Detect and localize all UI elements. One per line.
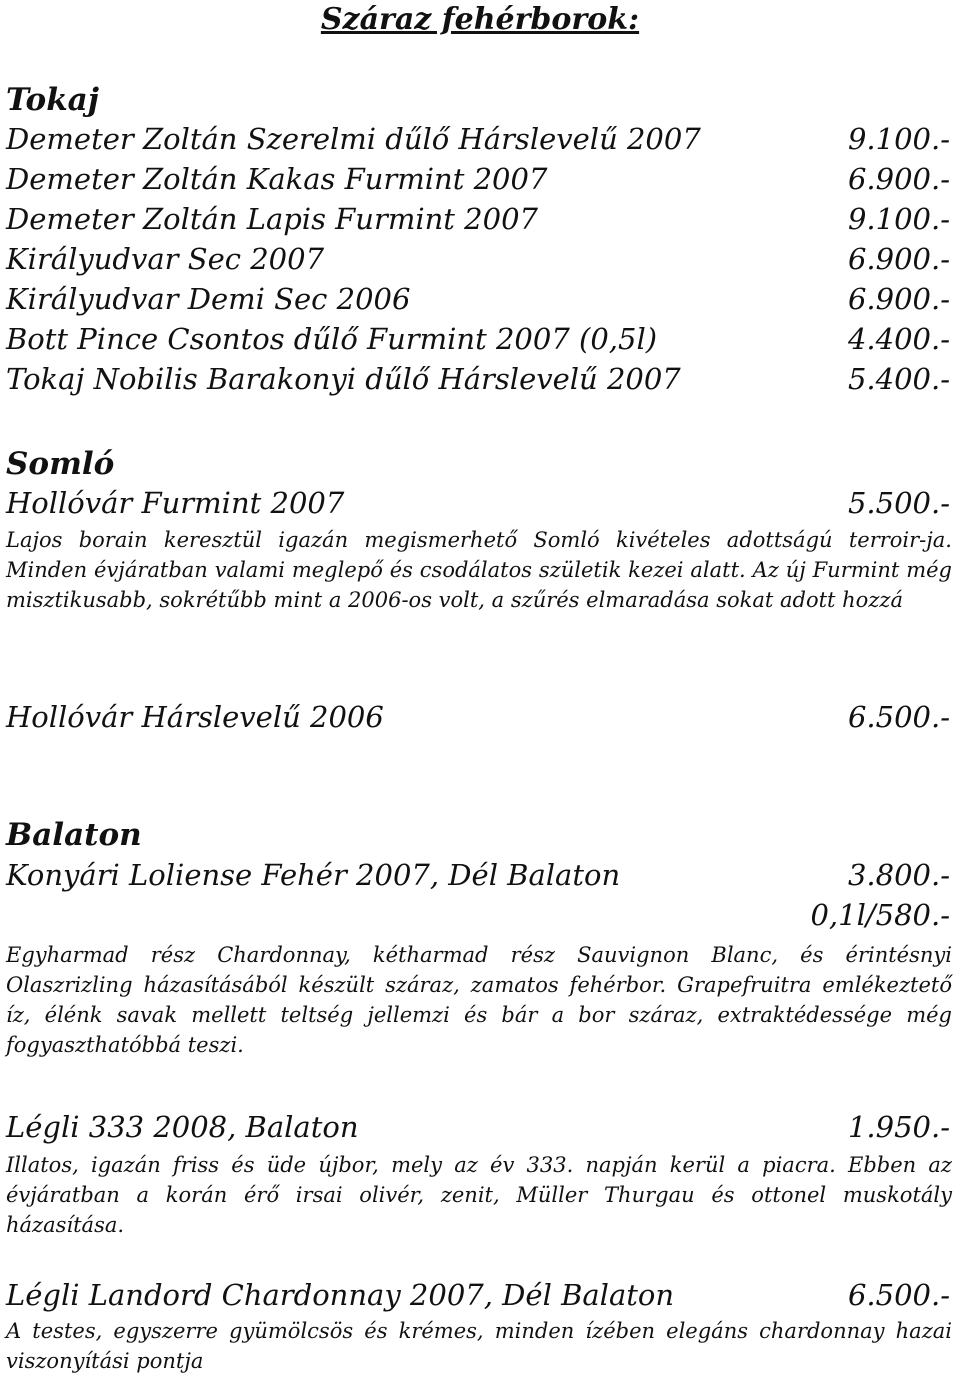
wine-name: Légli Landord Chardonnay 2007, Dél Balaton <box>6 1278 675 1312</box>
wine-name: Királyudvar Sec 2007 <box>6 242 325 276</box>
wine-name: Demeter Zoltán Kakas Furmint 2007 <box>6 162 548 196</box>
page-title: Száraz fehérborok: <box>320 2 640 37</box>
wine-price: 6.500.- <box>847 1278 950 1312</box>
wine-row <box>6 858 950 898</box>
wine-description: Illatos, igazán friss és üde újbor, mely az év 333. napján kerül a piacra. Ebben az évjáratban a korán érő irsai olivér, zenit, Müller Thurgau és ottonel muskotály házasítása. <box>6 1153 952 1237</box>
wine-description: Egyharmad rész Chardonnay, kétharmad rész Sauvignon Blanc, és érintésnyi Olaszrizling házasításából készült száraz, zamatos fehérbor. Grapefruitra emlékeztető íz, élénk savak mellett teltség jellemzi és bár a bor száraz, extraktédessége még fogyaszthatóbbá teszi. <box>6 943 952 1057</box>
wine-price: 6.500.- <box>847 700 950 734</box>
wine-row <box>6 242 950 282</box>
wine-name: Hollóvár Hárslevelű 2006 <box>6 700 384 734</box>
wine-row <box>6 486 950 526</box>
wine-price: 6.900.- <box>847 242 950 276</box>
wine-name: Demeter Zoltán Szerelmi dűlő Hárslevelű 2007 <box>6 122 701 156</box>
wine-row <box>6 322 950 362</box>
wine-row <box>6 202 950 242</box>
wine-name: Légli 333 2008, Balaton <box>6 1110 359 1144</box>
wine-row <box>6 282 950 322</box>
region-heading-balaton: Balaton <box>6 817 142 853</box>
wine-price: 3.800.- <box>847 858 950 892</box>
wine-name: Hollóvár Furmint 2007 <box>6 486 345 520</box>
wine-description: Lajos borain keresztül igazán megismerhető Somló kivételes adottságú terroir-ja. Minden évjáratban valami meglepő és csodálatos születik kezei alatt. Az új Furmint még misztikusabb, sokrétűbb mint a 2006-os volt, a szűrés elmaradása sokat adott hozzá <box>6 528 952 612</box>
wine-name: Demeter Zoltán Lapis Furmint 2007 <box>6 202 538 236</box>
wine-row <box>6 362 950 402</box>
wine-name: Bott Pince Csontos dűlő Furmint 2007 (0,5l) <box>6 322 658 356</box>
region-heading-somlo: Somló <box>6 446 115 482</box>
wine-price: 9.100.- <box>847 122 950 156</box>
wine-row <box>6 1110 950 1150</box>
wine-price: 6.900.- <box>847 282 950 316</box>
wine-row <box>6 162 950 202</box>
wine-row <box>6 1278 950 1318</box>
wine-price: 5.400.- <box>847 362 950 396</box>
wine-price: 9.100.- <box>847 202 950 236</box>
wine-row <box>6 700 950 740</box>
wine-row <box>6 122 950 162</box>
wine-price: 4.400.- <box>847 322 950 356</box>
wine-name: Királyudvar Demi Sec 2006 <box>6 282 411 316</box>
wine-description: A testes, egyszerre gyümölcsös és krémes, minden ízében elegáns chardonnay hazai viszonyítási pontja <box>6 1319 952 1373</box>
region-heading-tokaj: Tokaj <box>6 82 99 118</box>
wine-price-glass: 0,1l/580.- <box>810 898 950 932</box>
wine-price: 6.900.- <box>847 162 950 196</box>
wine-price: 5.500.- <box>847 486 950 520</box>
wine-name: Tokaj Nobilis Barakonyi dűlő Hárslevelű 2007 <box>6 362 681 396</box>
wine-price: 1.950.- <box>847 1110 950 1144</box>
wine-name: Konyári Loliense Fehér 2007, Dél Balaton <box>6 858 621 892</box>
